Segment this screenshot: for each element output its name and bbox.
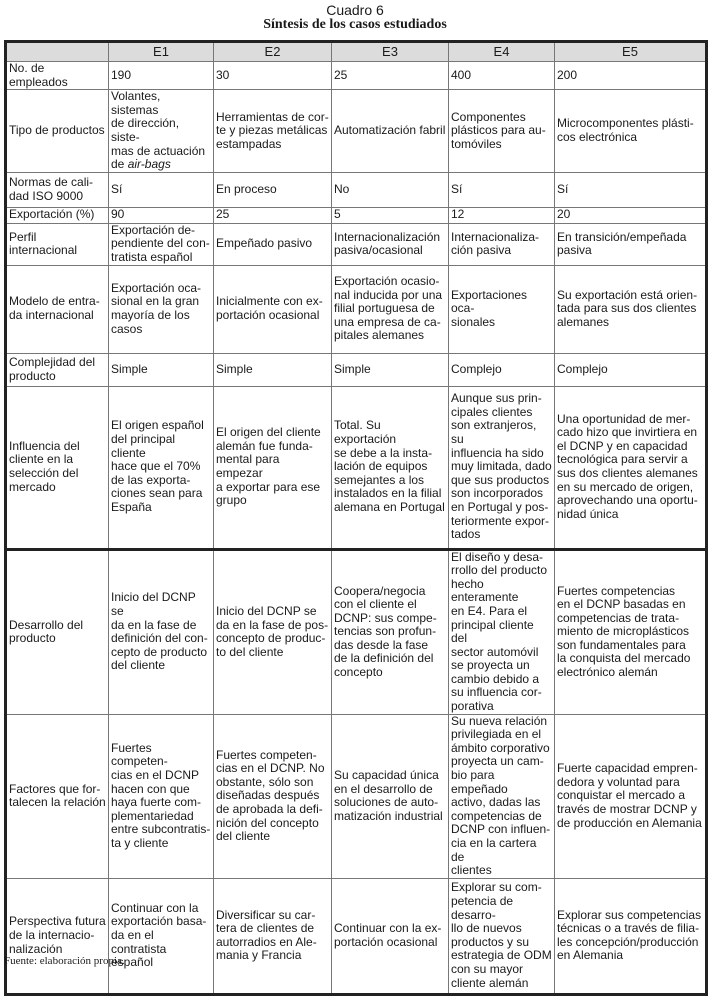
italic-term: air-bags xyxy=(127,157,171,172)
cell-e2: Diversificar su car- tera de clientes de autorradios en Ale- mania y Francia xyxy=(214,878,332,994)
cell-e2: En proceso xyxy=(214,172,332,207)
synthesis-table xyxy=(4,40,708,996)
cell-e4: Complejo xyxy=(449,353,555,386)
cell-e1: Exportación de- pendiente del con- tratista español xyxy=(109,223,214,265)
cell-e3: Continuar con la ex- portación ocasional xyxy=(332,878,449,994)
cell-e5: Explorar sus competencias técnicas o a través de filia- les concepción/producción en Alemania xyxy=(555,878,707,994)
row-label: Factores que for- talecen la relación xyxy=(6,714,109,878)
cell-e3: Automatización fabril xyxy=(332,90,449,173)
cell-e3: No xyxy=(332,172,449,207)
cell-e1: 90 xyxy=(109,207,214,223)
row-label: Normas de cali- dad ISO 9000 xyxy=(6,172,109,207)
table-row xyxy=(6,223,707,265)
column-header-e1: E1 xyxy=(109,42,214,62)
row-label: Influencia del cliente en la selección del mercado xyxy=(6,386,109,549)
cell-e5: Una oportunidad de mer- cado hizo que invirtiera en el DCNP y en capacidad tecnológica para servir a sus dos clientes alemanes en su mercado de origen, aprovechando una oportu- nidad única xyxy=(555,386,707,549)
table-row xyxy=(6,62,707,90)
cell-e5: Su exportación está orien- tada para sus dos clientes alemanes xyxy=(555,265,707,353)
cell-e4: 400 xyxy=(449,62,555,90)
row-label: Desarrollo del producto xyxy=(6,549,109,714)
cell-e1: El origen español del principal cliente hace que el 70% de las exporta- ciones sean para España xyxy=(109,386,214,549)
row-label: Complejidad del producto xyxy=(6,353,109,386)
cell-e2: Fuertes competen- cias en el DCNP. No obstante, sólo son diseñadas después de aprobada la defi- nición del concepto del cliente xyxy=(214,714,332,878)
cell-e3: Exportación ocasio- nal inducida por una filial portuguesa de una empresa de ca- pitales alemanes xyxy=(332,265,449,353)
cell-e2: Inicialmente con ex- portación ocasional xyxy=(214,265,332,353)
cell-e2: 25 xyxy=(214,207,332,223)
cell-e5: Fuertes competencias en el DCNP basadas en competencias de trata- miento de microplásticos son fundamentales para la conquista del mercado electrónico alemán xyxy=(555,549,707,714)
cell-e1: Volantes, sistemas de dirección, siste- mas de actuación de air-bags xyxy=(109,90,214,173)
cell-e2: Herramientas de cor- te y piezas metálicas estampadas xyxy=(214,90,332,173)
cell-e5: Sí xyxy=(555,172,707,207)
source-note: Fuente: elaboración propia. xyxy=(4,955,125,967)
table-row xyxy=(6,386,707,549)
column-header-e3: E3 xyxy=(332,42,449,62)
cell-e5: 20 xyxy=(555,207,707,223)
cell-e3: Coopera/negocia con el cliente el DCNP: sus compe- tencias son profun- das desde la fase de la definición del concepto xyxy=(332,549,449,714)
cell-e3: Internacionalización pasiva/ocasional xyxy=(332,223,449,265)
cell-e5: Complejo xyxy=(555,353,707,386)
column-header-e2: E2 xyxy=(214,42,332,62)
cell-e4: Internacionaliza- ción pasiva xyxy=(449,223,555,265)
row-label: Exportación (%) xyxy=(6,207,109,223)
cell-e1: Simple xyxy=(109,353,214,386)
header-row xyxy=(6,42,707,62)
table-row xyxy=(6,172,707,207)
cell-e1: Continuar con la exportación basa- da en el contratista español xyxy=(109,878,214,994)
row-label: Perfil internacional xyxy=(6,223,109,265)
table-row xyxy=(6,549,707,714)
cell-e1: Exportación oca- sional en la gran mayoría de los casos xyxy=(109,265,214,353)
cell-e3: 25 xyxy=(332,62,449,90)
cell-e4: El diseño y desa- rrollo del producto hecho enteramente en E4. Para el principal cliente del sector automóvil se proyecta un cambio debido a su influencia cor- porativa xyxy=(449,549,555,714)
cell-e5: 200 xyxy=(555,62,707,90)
cell-e4: Aunque sus prin- cipales clientes son extranjeros, su influencia ha sido muy limitada, dado que sus productos son incorporados en Portugal y pos- teriormente expor- tados xyxy=(449,386,555,549)
row-label: Perspectiva futura de la internacio- nalización xyxy=(6,878,109,994)
row-label: Modelo de entra- da internacional xyxy=(6,265,109,353)
cell-e4: 12 xyxy=(449,207,555,223)
cell-e2: 30 xyxy=(214,62,332,90)
row-label: No. de empleados xyxy=(6,62,109,90)
cell-e1: 190 xyxy=(109,62,214,90)
table-number: Cuadro 6 xyxy=(326,2,384,18)
cell-e2: Inicio del DCNP se da en la fase de pos- concepto de produc- to del cliente xyxy=(214,549,332,714)
table-row xyxy=(6,207,707,223)
table-title: Síntesis de los casos estudiados xyxy=(263,17,447,32)
cell-e4: Sí xyxy=(449,172,555,207)
cell-e1: Inicio del DCNP se da en la fase de definición del con- cepto de producto del cliente xyxy=(109,549,214,714)
table-row xyxy=(6,90,707,173)
cell-e3: Simple xyxy=(332,353,449,386)
cell-e1: Sí xyxy=(109,172,214,207)
column-header-e4: E4 xyxy=(449,42,555,62)
table-row xyxy=(6,353,707,386)
cell-e3: Su capacidad única en el desarrollo de soluciones de auto- matización industrial xyxy=(332,714,449,878)
cell-e2: El origen del cliente alemán fue funda- mental para empezar a exportar para ese grupo xyxy=(214,386,332,549)
table-row xyxy=(6,714,707,878)
cell-e4: Componentes plásticos para au- tomóviles xyxy=(449,90,555,173)
cell-e1: Fuertes competen- cias en el DCNP hacen con que haya fuerte com- plementariedad entre subcontratis- ta y cliente xyxy=(109,714,214,878)
table-row xyxy=(6,878,707,994)
column-header-blank xyxy=(6,42,109,62)
cell-e3: 5 xyxy=(332,207,449,223)
cell-e4: Explorar su com- petencia de desarro- llo de nuevos productos y su estrategia de ODM con su mayor cliente alemán xyxy=(449,878,555,994)
cell-e5: En transición/empeñada pasiva xyxy=(555,223,707,265)
cell-e2: Simple xyxy=(214,353,332,386)
cell-e2: Empeñado pasivo xyxy=(214,223,332,265)
cell-e5: Microcomponentes plásti- cos electrónica xyxy=(555,90,707,173)
cell-e4: Exportaciones oca- sionales xyxy=(449,265,555,353)
cell-e3: Total. Su exportación se debe a la insta- lación de equipos semejantes a los instalados en la filial alemana en Portugal xyxy=(332,386,449,549)
cell-e5: Fuerte capacidad empren- dedora y voluntad para conquistar el mercado a través de mostrar DCNP y de producción en Alemania xyxy=(555,714,707,878)
table-row xyxy=(6,265,707,353)
cell-e4: Su nueva relación privilegiada en el ámbito corporativo proyecta un cam- bio para empeñado activo, dadas las competencias de DCNP con influen- cia en la cartera de clientes xyxy=(449,714,555,878)
row-label: Tipo de productos xyxy=(6,90,109,173)
column-header-e5: E5 xyxy=(555,42,707,62)
